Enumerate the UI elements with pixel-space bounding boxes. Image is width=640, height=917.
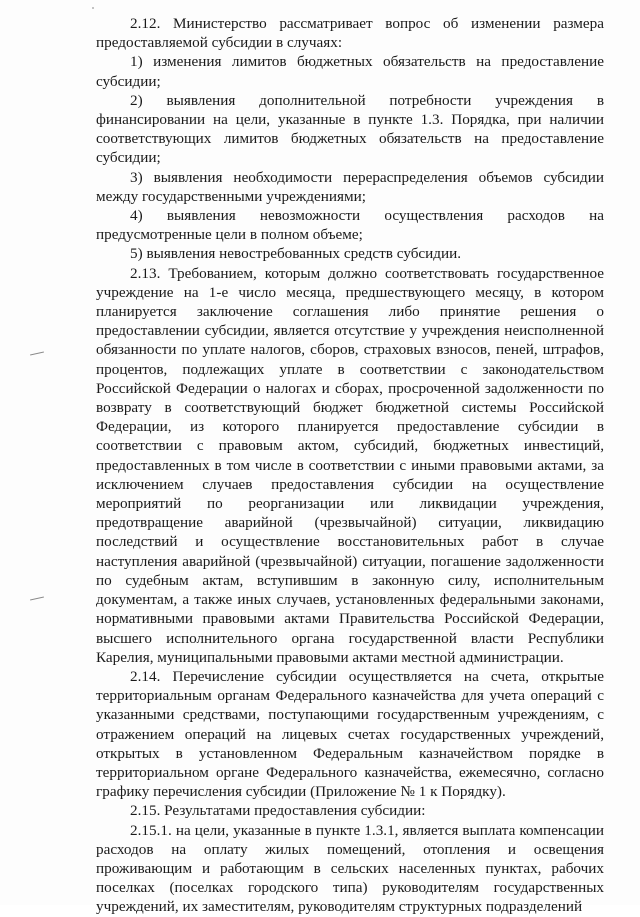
paragraph-2-12: 2.12. Министерство рассматривает вопрос об изменении размера предоставляемой субсидии в случаях: [96, 15, 604, 52]
paragraph-2-14: 2.14. Перечисление субсидии осуществляется на счета, открытые территориальным органам Федерального казначейства для учета операций с указанными средствами, поступающими государственным учреждениям, с отражением операций на лицевых счетах государственных учреждений, открытых в установленном Федеральным казначейством порядке в территориальном органе Федерального казначейства, ежемесячно, согласно графику перечисления субсидии (Приложение № 1 к Порядку). [96, 667, 604, 801]
paragraph-2-13: 2.13. Требованием, которым должно соответствовать государственное учреждение на 1-е число месяца, предшествующего месяцу, в котором планируется заключение соглашения либо принятие решения о предоставлении субсидии, является отсутствие у учреждения неисполненной обязанности по уплате налогов, сборов, страховых взносов, пеней, штрафов, процентов, подлежащих уплате в соответствии с законодательством Российской Федерации о налогах и сборах, просроченной задолженности по возврату в соответствующий бюджет бюджетной системы Российской Федерации, из которого планируется предоставление субсидии в соответствии с правовым актом, субсидий, бюджетных инвестиций, предоставленных в том числе в соответствии с иными правовыми актами, за исключением случаев предоставления субсидии на осуществление мероприятий по реорганизации или ликвидации учреждения, предотвращение аварийной (чрезвычайной) ситуации, ликвидацию последствий и осуществление восстановительных работ в случае наступления аварийной (чрезвычайной) ситуации, погашение задолженности по судебным актам, вступившим в законную силу, исполнительным документам, а также иных случаев, установленных федеральными законами, нормативными правовыми актами Правительства Российской Федерации, высшего исполнительного органа государственной власти Республики Карелия, муниципальными правовыми актами местной администрации. [96, 264, 604, 666]
margin-mark [30, 352, 44, 356]
list-item-1: 1) изменения лимитов бюджетных обязательств на предоставление субсидии; [96, 53, 604, 90]
paragraph-2-15: 2.15. Результатами предоставления субсидии: [130, 802, 426, 820]
list-item-3: 3) выявления необходимости перераспределения объемов субсидии между государственными учреждениями; [96, 168, 604, 205]
list-item-5: 5) выявления невостребованных средств субсидии. [130, 245, 462, 263]
margin-mark [30, 597, 44, 601]
scan-speck [92, 7, 94, 9]
document-body [96, 14, 604, 917]
paragraph-2-15-1: 2.15.1. на цели, указанные в пункте 1.3.1, является выплата компенсации расходов на оплату жилых помещений, отопления и освещения проживающим и работающим в сельских населенных пунктах, рабочих поселках (поселках городского типа) руководителям государственных учреждений, их заместителям, руководителям структурных подразделений [96, 821, 604, 916]
list-item-4: 4) выявления невозможности осуществления расходов на предусмотренные цели в полном объеме; [96, 207, 604, 244]
list-item-2: 2) выявления дополнительной потребности учреждения в финансировании на цели, указанные в пункте 1.3. Порядка, при наличии соответствующих лимитов бюджетных обязательств на предоставление субсидии; [96, 91, 604, 167]
